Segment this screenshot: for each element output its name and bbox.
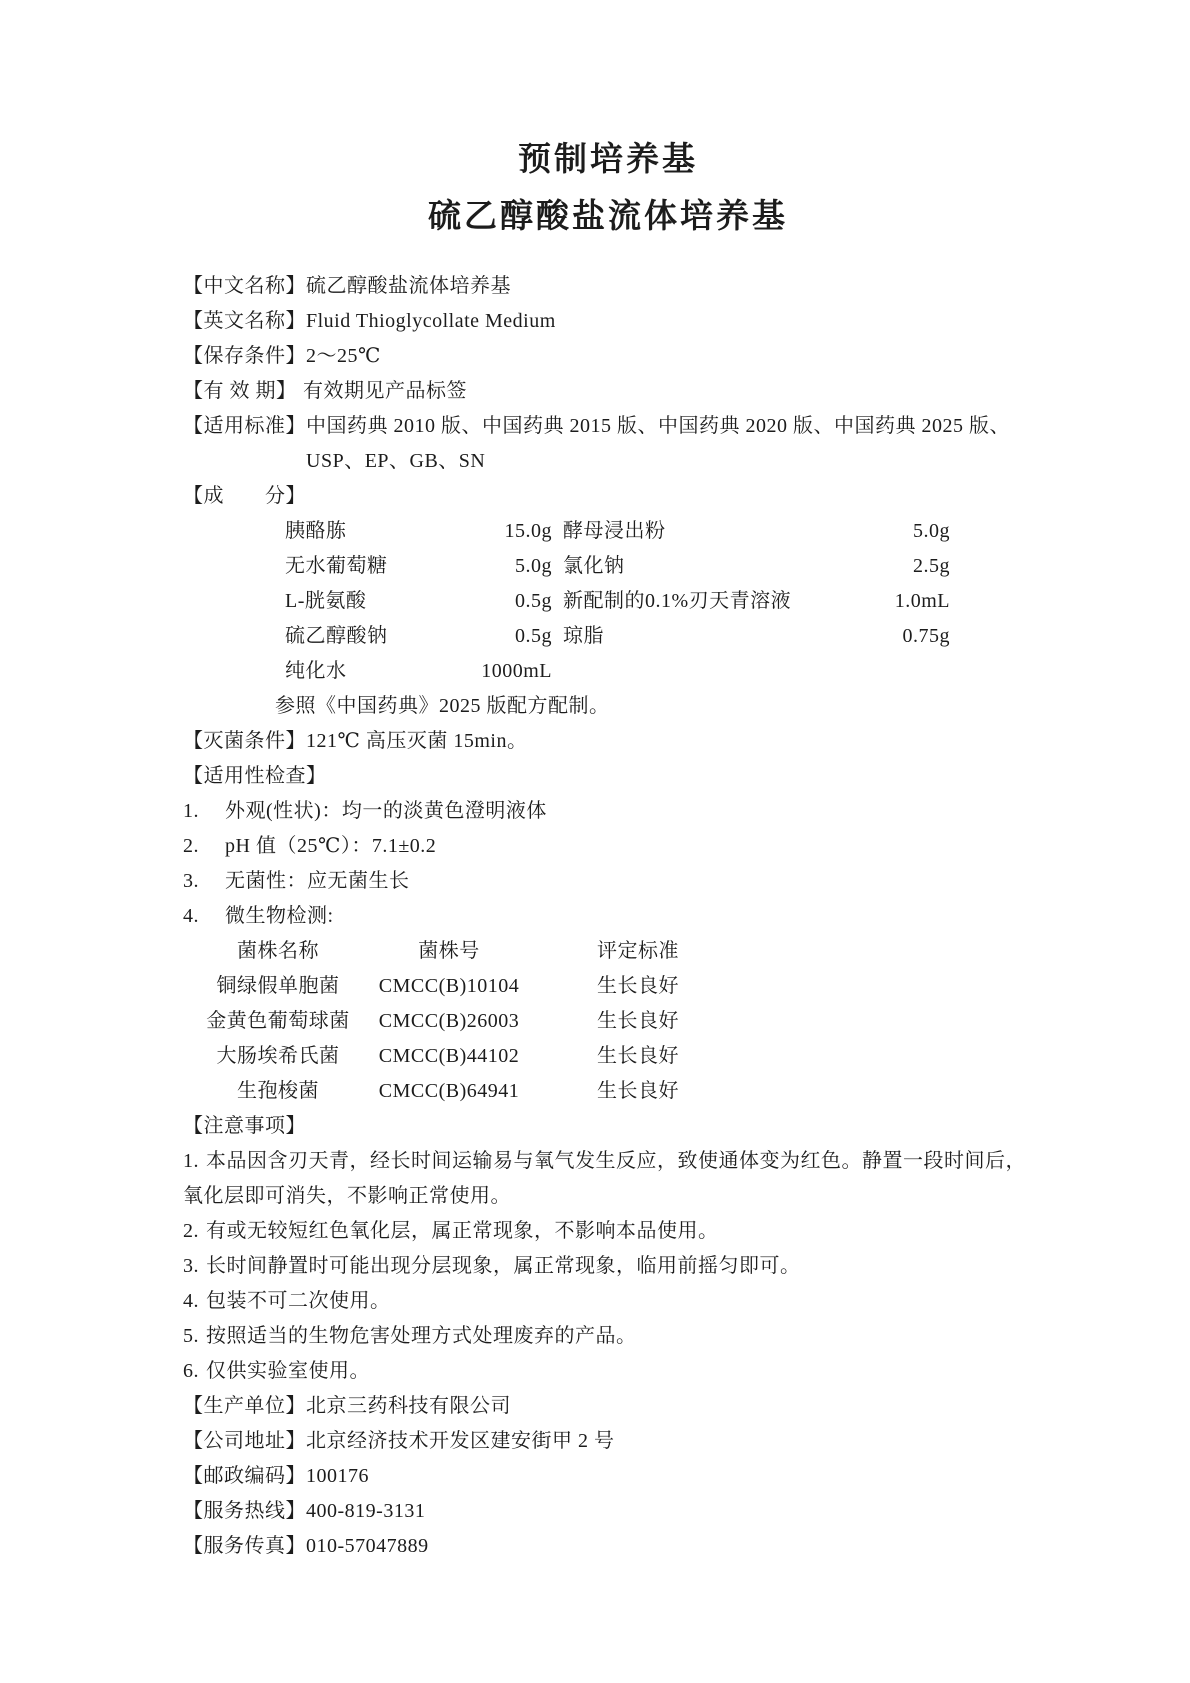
field-value: [306, 409, 1033, 479]
item-text: pH 值（25℃）：7.1±0.2: [225, 835, 437, 857]
field-value: 硫乙醇酸盐流体培养基: [306, 275, 511, 297]
item-text: 按照适当的生物危害处理方式处理废弃的产品。: [206, 1325, 637, 1347]
ingredient-name: 琼脂: [563, 625, 604, 647]
composition-row: [285, 514, 1033, 549]
notice-item: [183, 1214, 1033, 1249]
strain-table-row: [183, 1074, 1033, 1109]
composition-note: 参照《中国药典》2025 版配方配制。: [275, 695, 610, 717]
field-label: 【生产单位】: [183, 1395, 306, 1417]
doc-title: 预制培养基: [518, 142, 698, 178]
strain-table-header: [183, 934, 1033, 969]
ingredient-name: L-胱氨酸: [285, 590, 367, 612]
field-value: 100176: [306, 1465, 369, 1487]
field-value: 400-819-3131: [306, 1500, 426, 1522]
field-label: 【适用标准】: [183, 415, 306, 437]
item-text: 无菌性：应无菌生长: [225, 870, 410, 892]
strain-result: 生长良好: [597, 975, 679, 997]
item-number: 1.: [183, 1150, 199, 1172]
ingredient-amount: 1.0mL: [894, 590, 950, 612]
doc-body: [183, 269, 1033, 1564]
ingredient-amount: 0.5g: [515, 625, 552, 647]
field-label: 【公司地址】: [183, 1430, 306, 1452]
strain-result: 生长良好: [597, 1080, 679, 1102]
field-label: 【灭菌条件】: [183, 730, 306, 752]
strain-name: 铜绿假单胞菌: [216, 975, 340, 997]
standards-line-1: 中国药典 2010 版、中国药典 2015 版、中国药典 2020 版、中国药典 2025 版、: [306, 415, 1010, 437]
column-header: 评定标准: [597, 940, 679, 962]
field-label: 【服务热线】: [183, 1500, 306, 1522]
field-english-name: [183, 304, 1033, 339]
field-value: 北京三药科技有限公司: [306, 1395, 511, 1417]
field-label: 【服务传真】: [183, 1535, 306, 1557]
suitability-item: [183, 829, 1033, 864]
field-value: Fluid Thioglycollate Medium: [306, 310, 556, 332]
ingredient-amount: 0.5g: [515, 590, 552, 612]
strain-name: 大肠埃希氏菌: [216, 1045, 340, 1067]
ingredient-amount: 2.5g: [913, 555, 950, 577]
item-number: 1.: [183, 800, 199, 822]
suitability-item: [183, 864, 1033, 899]
field-shelf-life: [183, 374, 1033, 409]
notice-item: [183, 1144, 1033, 1214]
field-label: 【英文名称】: [183, 310, 306, 332]
strain-name: 金黄色葡萄球菌: [206, 1010, 350, 1032]
ingredient-name: 新配制的0.1%刃天青溶液: [563, 590, 792, 612]
item-text: 有或无较短红色氧化层，属正常现象，不影响本品使用。: [206, 1220, 719, 1242]
field-value: 010-57047889: [306, 1535, 429, 1557]
composition-heading: 【成 分】: [183, 485, 306, 507]
item-text: 外观(性状)：均一的淡黄色澄明液体: [225, 800, 547, 822]
notice-item: [183, 1319, 1033, 1354]
item-text: 仅供实验室使用。: [206, 1360, 370, 1382]
notice-item: [183, 1249, 1033, 1284]
standards-line-2: USP、EP、GB、SN: [306, 450, 486, 472]
item-number: 4.: [183, 905, 199, 927]
item-text: 本品因含刃天青，经长时间运输易与氧气发生反应，致使通体变为红色。静置一段时间后，氧化层即可消失，不影响正常使用。: [183, 1150, 1026, 1207]
ingredient-name: 纯化水: [285, 660, 347, 682]
ingredient-amount: 1000mL: [481, 660, 552, 682]
composition-row: [285, 584, 1033, 619]
field-service-hotline: [183, 1494, 1033, 1529]
item-number: 4.: [183, 1290, 199, 1312]
ingredient-amount: 15.0g: [504, 520, 552, 542]
item-number: 2.: [183, 1220, 199, 1242]
notices-heading: 【注意事项】: [183, 1115, 306, 1137]
doc-subtitle: 硫乙醇酸盐流体培养基: [428, 199, 788, 235]
suitability-item: [183, 899, 1033, 934]
item-number: 5.: [183, 1325, 199, 1347]
item-text: 微生物检测:: [225, 905, 334, 927]
notice-item: [183, 1284, 1033, 1319]
item-number: 3.: [183, 870, 199, 892]
item-number: 6.: [183, 1360, 199, 1382]
ingredient-name: [563, 654, 830, 689]
field-manufacturer: [183, 1389, 1033, 1424]
field-company-address: [183, 1424, 1033, 1459]
strain-name: 生孢梭菌: [237, 1080, 319, 1102]
field-value: 北京经济技术开发区建安街甲 2 号: [306, 1430, 615, 1452]
ingredient-name: 氯化钠: [563, 555, 625, 577]
field-service-fax: [183, 1529, 1033, 1564]
field-value: 2～25℃: [306, 345, 381, 367]
field-label: 【邮政编码】: [183, 1465, 306, 1487]
composition-row: [285, 654, 1033, 689]
field-postal-code: [183, 1459, 1033, 1494]
suitability-heading: 【适用性检查】: [183, 765, 327, 787]
suitability-item: [183, 794, 1033, 829]
strain-id: CMCC(B)44102: [378, 1045, 520, 1067]
strain-id: CMCC(B)26003: [378, 1010, 520, 1032]
field-value: 有效期见产品标签: [303, 380, 467, 402]
field-label: 【中文名称】: [183, 275, 306, 297]
notice-item: [183, 1354, 1033, 1389]
ingredient-amount: 5.0g: [913, 520, 950, 542]
composition-row: [285, 619, 1033, 654]
ingredient-name: 无水葡萄糖: [285, 555, 388, 577]
strain-table-row: [183, 1004, 1033, 1039]
field-value: 121℃ 高压灭菌 15min。: [306, 730, 528, 752]
field-chinese-name: [183, 269, 1033, 304]
composition-row: [285, 549, 1033, 584]
ingredient-name: 硫乙醇酸钠: [285, 625, 388, 647]
strain-result: 生长良好: [597, 1010, 679, 1032]
strain-result: 生长良好: [597, 1045, 679, 1067]
item-text: 包装不可二次使用。: [206, 1290, 391, 1312]
strain-id: CMCC(B)64941: [378, 1080, 520, 1102]
item-number: 2.: [183, 835, 199, 857]
field-label: 【有 效 期】: [183, 380, 297, 402]
ingredient-name: 胰酪胨: [285, 520, 347, 542]
field-storage-condition: [183, 339, 1033, 374]
column-header: 菌株名称: [237, 940, 319, 962]
ingredient-amount: [830, 654, 950, 689]
strain-table-row: [183, 1039, 1033, 1074]
item-text: 长时间静置时可能出现分层现象，属正常现象，临用前摇匀即可。: [206, 1255, 801, 1277]
strain-table-row: [183, 969, 1033, 1004]
field-label: 【保存条件】: [183, 345, 306, 367]
strain-id: CMCC(B)10104: [378, 975, 520, 997]
item-number: 3.: [183, 1255, 199, 1277]
ingredient-amount: 0.75g: [902, 625, 950, 647]
column-header: 菌株号: [418, 940, 480, 962]
ingredient-name: 酵母浸出粉: [563, 520, 666, 542]
ingredient-amount: 5.0g: [515, 555, 552, 577]
field-applicable-standards: [183, 409, 1033, 479]
field-sterilization: [183, 724, 1033, 759]
